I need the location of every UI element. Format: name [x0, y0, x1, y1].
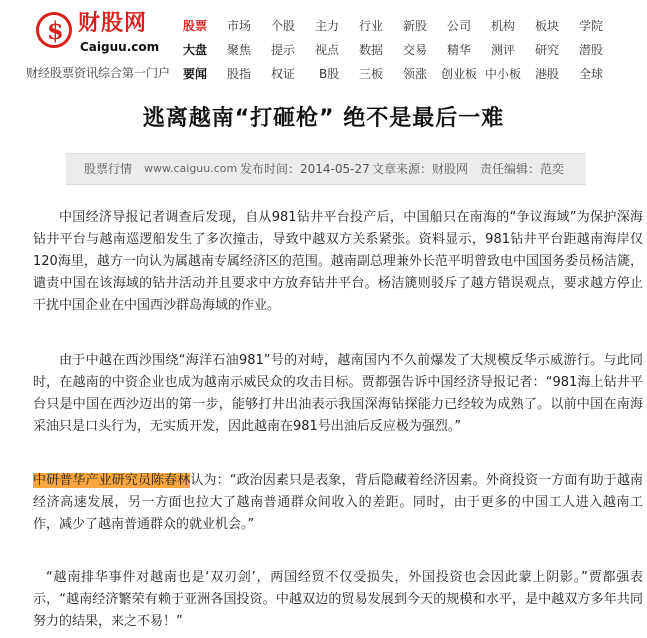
- nav-link[interactable]: 机构: [491, 19, 516, 33]
- site-logo[interactable]: [36, 10, 176, 56]
- nav-link[interactable]: 股票: [183, 19, 208, 33]
- nav-link[interactable]: 研究: [535, 43, 560, 57]
- logo-name: 财股网: [78, 11, 148, 36]
- nav-link[interactable]: 股指: [227, 67, 252, 81]
- article-paragraph: [33, 470, 643, 536]
- logo-mark-glyph: $: [47, 16, 64, 45]
- logo-coin-icon: [36, 12, 72, 48]
- nav-link[interactable]: 测评: [491, 43, 516, 57]
- nav-link[interactable]: 潜股: [579, 43, 604, 57]
- nav-link[interactable]: 板块: [535, 19, 560, 33]
- paragraph-text: 由于中越在西沙围绕“海洋石油981”号的对峙，越南国内不久前爆发了大规模反华示威游行。与此同时，在越南的中资企业也成为越南示威民众的攻击目标。贾都强告诉中国经济导报记者：“981海上钻井平台只是中国在西沙迈出的第一步，能够打井出油表示我国深海钻探能力已经较为成熟了。以前中国在南海采油只是口头行为，无实质开发，因此越南在981号出油后反应极为强烈。”: [33, 353, 643, 434]
- article-editor: 责任编辑：范奕: [480, 162, 565, 176]
- article-category[interactable]: 股票行情: [84, 162, 133, 176]
- nav-link[interactable]: 大盘: [183, 43, 208, 57]
- article-meta-bar: [66, 153, 586, 185]
- nav-link[interactable]: 三板: [359, 67, 384, 81]
- article-site[interactable]: www.caiguu.com: [144, 162, 238, 175]
- paragraph-text: “越南排华事件对越南也是‘双刃剑’，两国经贸不仅受损失，外国投资也会因此蒙上阴影。”贾都强表示，“越南经济繁荣有赖于亚洲各国投资。中越双边的贸易发展到今天的规模和水平，是中越双方多年共同努力的结果，来之不易！”: [33, 570, 643, 629]
- nav-link[interactable]: 创业板: [441, 67, 478, 81]
- nav-link[interactable]: 公司: [447, 19, 472, 33]
- nav-link[interactable]: 市场: [227, 19, 252, 33]
- nav-link[interactable]: 领涨: [403, 67, 428, 81]
- nav-link[interactable]: 中小板: [485, 67, 522, 81]
- nav-link[interactable]: 提示: [271, 43, 296, 57]
- nav-link[interactable]: 行业: [359, 19, 384, 33]
- article-publish-time: 发布时间：2014-05-27: [240, 162, 370, 176]
- nav-link[interactable]: 交易: [403, 43, 428, 57]
- nav-link[interactable]: 精华: [447, 43, 472, 57]
- highlighted-text: 中研普华产业研究员陈春林: [33, 473, 191, 488]
- nav-link[interactable]: 权证: [271, 67, 296, 81]
- article-paragraph: [33, 567, 643, 633]
- nav-link[interactable]: 聚焦: [227, 43, 252, 57]
- paragraph-text: 中国经济导报记者调查后发现，自从981钻井平台投产后，中国船只在南海的“争议海域”为保护深海钻井平台与越南巡逻船发生了多次撞击，导致中越双方关系紧张。资料显示，981钻井平台距越南海岸仅120海里，越方一向认为属越南专属经济区的范围。越南副总理兼外长范平明曾致电中国国务委员杨洁篪，谴责中国在该海域的钻井活动并且要求中方放弃钻井平台。杨洁篪则驳斥了越方错误观点，要求越方停止干扰中国企业在中国西沙群岛海域的作业。: [33, 210, 643, 313]
- article-paragraph: [33, 350, 643, 438]
- nav-link[interactable]: B股: [319, 67, 340, 81]
- nav-link[interactable]: 数据: [359, 43, 384, 57]
- site-header: [0, 0, 647, 90]
- article-source: 文章来源：财股网: [372, 162, 469, 176]
- nav-link[interactable]: 视点: [315, 43, 340, 57]
- logo-domain: Caiguu.com: [80, 40, 160, 54]
- nav-link[interactable]: 港股: [535, 67, 560, 81]
- nav-link[interactable]: 要闻: [183, 67, 208, 81]
- article-title: 逃离越南“打砸枪” 绝不是最后一难: [142, 106, 505, 131]
- nav-link[interactable]: 主力: [315, 19, 340, 33]
- nav-link[interactable]: 全球: [579, 67, 604, 81]
- nav-link[interactable]: 学院: [579, 19, 604, 33]
- paragraph-text: 认为：“政治因素只是表象，背后隐藏着经济因素。外商投资一方面有助于越南经济高速发展，另一方面也拉大了越南普通群众间收入的差距。同时，由于更多的中国工人进入越南工作，减少了越南普通群众的就业机会。”: [33, 473, 643, 532]
- nav-link[interactable]: 新股: [403, 19, 428, 33]
- article-paragraph: [33, 207, 643, 317]
- site-tagline: 财经股票资讯综合第一门户: [26, 66, 171, 80]
- nav-link[interactable]: 个股: [271, 19, 296, 33]
